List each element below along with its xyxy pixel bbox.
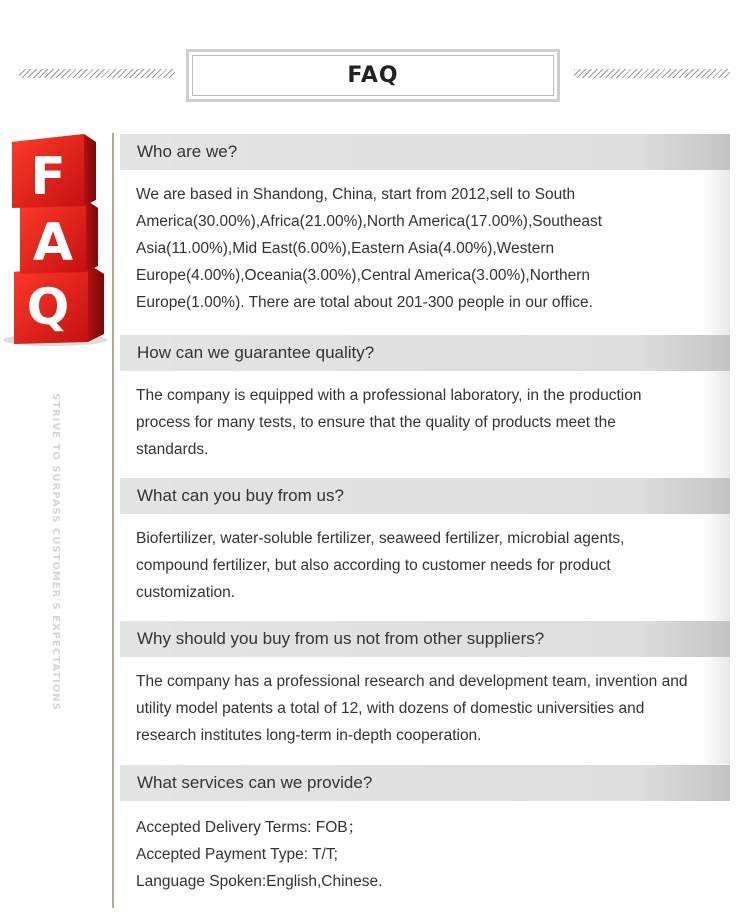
cube-a [20,200,98,274]
side-slogan: STRIVE TO SURPASS CUSTOMER'S EXPECTATIONS [50,393,61,711]
answer-line: utility model patents a total of 12, with dozens of domestic universities and [136,700,645,717]
faq-question: How can we guarantee quality? [120,335,730,371]
svg-text:F: F [30,147,66,207]
faq-answer [120,170,730,335]
faq-item-3 [120,478,730,621]
answer-line: Accepted Payment Type: T/T; [136,846,338,863]
answer-line: customization. [136,584,236,601]
answer-line: The company has a professional research and development team, invention and [136,673,688,690]
answer-line: America(30.00%),Africa(21.00%),North America(17.00%),Southeast [136,213,603,230]
faq-item-4 [120,621,730,764]
answer-line: standards. [136,441,209,458]
cube-f [12,134,96,208]
answer-line: compound fertilizer, but also according to customer needs for product [136,557,611,574]
svg-text:A: A [32,213,74,273]
faq-answer [120,801,730,895]
page-title: FAQ [192,55,554,96]
faq-item-2 [120,335,730,478]
answer-line: Language Spoken:English,Chinese. [136,873,383,890]
faq-item-5 [120,765,730,895]
svg-text:Q: Q [26,278,70,336]
faq-answer [120,514,730,621]
cube-q [14,264,104,344]
answer-line: Europe(4.00%),Oceania(3.00%),Central America(3.00%),Northern [136,267,591,284]
answer-line: Accepted Delivery Terms: FOB； [136,819,364,836]
answer-line: Asia(11.00%),Mid East(6.00%),Eastern Asia(4.00%),Western [136,240,555,257]
answer-line: Europe(1.00%). There are total about 201-300 people in our office. [136,294,593,311]
header-left-hatch [19,69,175,78]
faq-question: Who are we? [120,134,730,170]
answer-line: The company is equipped with a professional laboratory, in the production [136,387,642,404]
faq-answer [120,371,730,478]
answer-line: Biofertilizer, water-soluble fertilizer, seaweed fertilizer, microbial agents, [136,530,625,547]
faq-answer [120,657,730,764]
answer-line: process for many tests, to ensure that the quality of products meet the [136,414,616,431]
vertical-divider [112,133,114,908]
answer-line: We are based in Shandong, China, start from 2012,sell to South [136,186,576,203]
faq-item-1 [120,134,730,335]
faq-question: What can you buy from us? [120,478,730,514]
faq-cubes-logo [0,130,112,350]
header-right-hatch [574,69,730,78]
faq-question: What services can we provide? [120,765,730,801]
title-box [186,49,560,102]
answer-line: research institutes long-term in-depth cooperation. [136,727,482,744]
faq-question: Why should you buy from us not from other suppliers? [120,621,730,657]
